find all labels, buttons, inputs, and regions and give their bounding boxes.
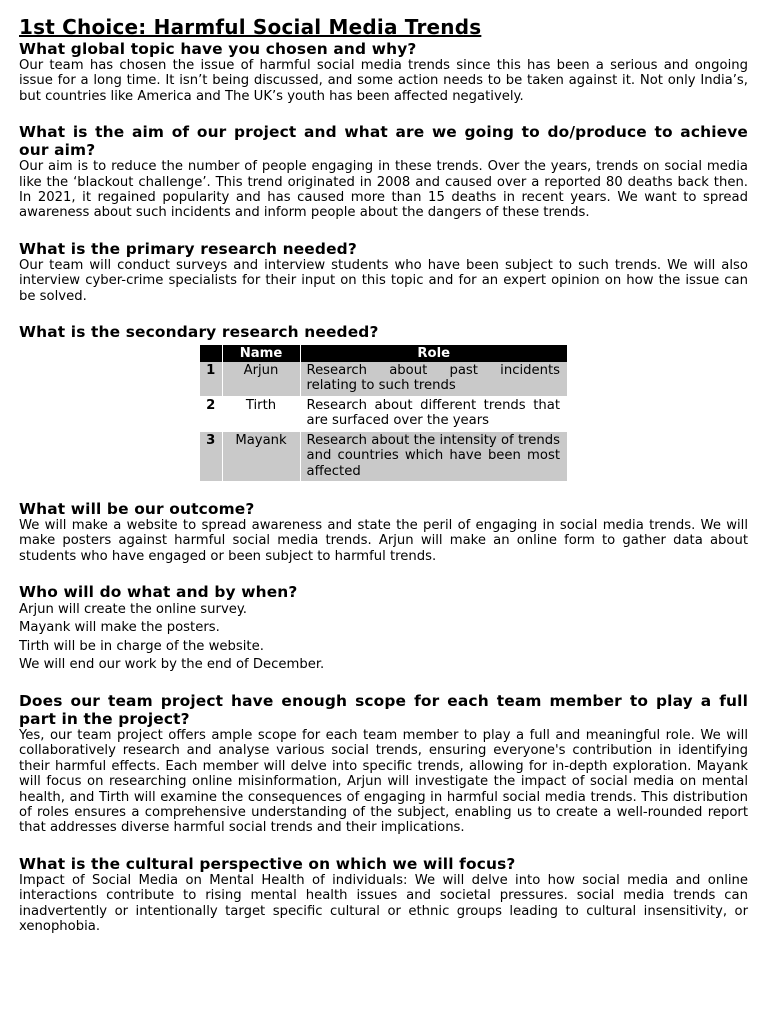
who-line: Mayank will make the posters. [19,620,220,636]
row-role: Research about different trends that are surfaced over the years [300,396,567,431]
table-header-row [200,345,567,362]
row-role: Research about past incidents relating to such trends [300,362,567,396]
table-row [200,362,567,396]
culture-body: Impact of Social Media on Mental Health of individuals: We will delve into how social media and online interactions contribute to rising mental health issues and societal pressures. social media trends can inadvertently or intentionally target specific cultural or ethnic groups leading to cultural insensitivity, or xenophobia. [19,872,748,934]
topic-body: Our team has chosen the issue of harmful social media trends since this has been a serious and ongoing issue for a long time. It isn’t being discussed, and some action needs to be taken against it. Not only India’s, but countries like America and The UK’s youth has been affected negatively. [19,58,748,104]
outcome-body: We will make a website to spread awareness and state the peril of engaging in social media trends. We will make posters against harmful social media trends. Arjun will make an online form to gather data about students who have engaged or been subject to harmful trends. [19,517,748,564]
who-line: Arjun will create the online survey. [19,602,247,618]
aim-heading: What is the aim of our project and what are we going to do/produce to achieve our aim? [19,123,748,160]
row-name: Arjun [222,362,300,396]
topic-heading: What global topic have you chosen and why? [19,40,417,58]
secondary-research-heading: What is the secondary research needed? [19,323,379,342]
table-header-number [200,345,222,362]
row-role: Research about the intensity of trends and countries which have been most affected [300,431,567,481]
table-header-name: Name [222,345,300,362]
page-title: 1st Choice: Harmful Social Media Trends [19,15,482,39]
row-name: Mayank [222,431,300,481]
primary-research-heading: What is the primary research needed? [19,239,357,258]
row-number: 3 [200,431,222,481]
table-row [200,396,567,431]
roles-table [200,345,567,482]
row-name: Tirth [222,396,300,431]
who-line: We will end our work by the end of December. [19,656,325,672]
row-number: 2 [200,396,222,431]
who-line: Tirth will be in charge of the website. [19,638,264,654]
aim-body: Our aim is to reduce the number of people engaging in these trends. Over the years, trends on social media like the ‘blackout challenge’. This trend originated in 2008 and caused over a reported 80 deaths back then. In 2021, it regained popularity and has caused more than 15 deaths in recent years. We want to spread awareness about such incidents and inform people about the dangers of these trends. [19,159,748,221]
culture-heading: What is the cultural perspective on which we will focus? [19,854,516,873]
who-heading: Who will do what and by when? [19,583,298,602]
scope-body: Yes, our team project offers ample scope for each team member to play a full and meaningful role. We will collaboratively research and analyse various social trends, ensuring everyone's contribution in identifying their harmful effects. Each member will delve into specific trends, allowing for in-depth exploration. Mayank will focus on researching online misinformation, Arjun will investigate the impact of social media on mental health, and Tirth will examine the consequences of engaging in harmful social media trends. This distribution of roles ensures a comprehensive understanding of the subject, enabling us to create a well-rounded report that addresses diverse harmful social trends and their implications. [19,727,748,836]
outcome-heading: What will be our outcome? [19,499,255,518]
scope-heading: Does our team project have enough scope for each team member to play a full part in the project? [19,691,748,728]
table-row [200,431,567,481]
primary-research-body: Our team will conduct surveys and interview students who have been subject to such trends. We will also interview cyber-crime specialists for their input on this topic and for an expert opinion on how the issue can be solved. [19,257,748,304]
table-header-role: Role [300,345,567,362]
document-page [19,15,748,934]
row-number: 1 [200,362,222,396]
